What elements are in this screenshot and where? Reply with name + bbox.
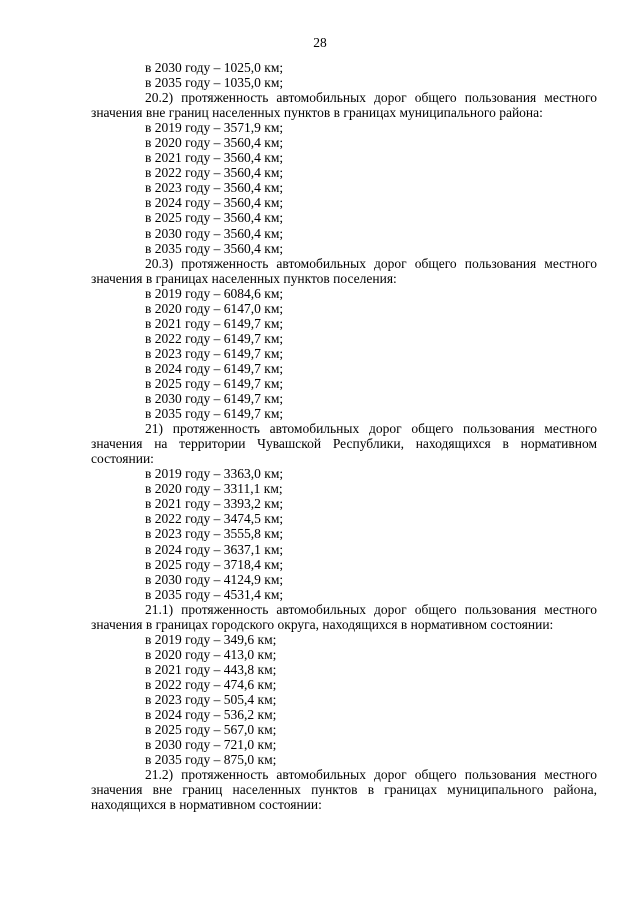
document-body bbox=[91, 60, 597, 812]
list-item: в 2030 году – 3560,4 км; bbox=[145, 225, 284, 241]
list-item: в 2030 году – 1025,0 км; bbox=[145, 60, 284, 75]
list-item: в 2019 году – 3363,0 км; bbox=[145, 466, 284, 482]
paragraph: 21.2) протяженность автомобильных дорог общего пользования местного значения вне границ населенных пунктов в границах муниципального района, находящихся в нормативном состоянии: bbox=[91, 767, 597, 813]
list-item: в 2020 году – 6147,0 км; bbox=[145, 300, 284, 316]
list-item: в 2024 году – 536,2 км; bbox=[145, 707, 277, 723]
list-item: в 2021 году – 3560,4 км; bbox=[145, 150, 284, 166]
list-item: в 2035 году – 4531,4 км; bbox=[145, 586, 284, 602]
paragraph: 20.2) протяженность автомобильных дорог общего пользования местного значения вне границ населенных пунктов в границах муниципального района: bbox=[91, 90, 597, 121]
list-item: в 2030 году – 4124,9 км; bbox=[145, 571, 284, 587]
list-item: в 2023 году – 3555,8 км; bbox=[145, 526, 284, 542]
list-item: в 2022 году – 474,6 км; bbox=[145, 676, 277, 692]
list-item: в 2023 году – 6149,7 км; bbox=[145, 345, 284, 361]
list-item: в 2025 году – 567,0 км; bbox=[145, 722, 277, 738]
list-item: в 2020 году – 3560,4 км; bbox=[145, 135, 284, 151]
list-item: в 2035 году – 1035,0 км; bbox=[145, 75, 284, 91]
list-item: в 2022 году – 6149,7 км; bbox=[145, 330, 284, 346]
list-item: в 2019 году – 3571,9 км; bbox=[145, 120, 284, 136]
list-item: в 2020 году – 413,0 км; bbox=[145, 646, 277, 662]
list-item: в 2021 году – 3393,2 км; bbox=[145, 496, 284, 512]
list-item: в 2024 году – 3560,4 км; bbox=[145, 195, 284, 211]
list-item: в 2024 году – 3637,1 км; bbox=[145, 541, 284, 557]
list-item: в 2030 году – 721,0 км; bbox=[145, 737, 277, 753]
list-item: в 2023 году – 3560,4 км; bbox=[145, 180, 284, 196]
list-item: в 2021 году – 6149,7 км; bbox=[145, 315, 284, 331]
list-item: в 2021 году – 443,8 км; bbox=[145, 661, 277, 677]
list-item: в 2025 году – 6149,7 км; bbox=[145, 375, 284, 391]
list-item: в 2035 году – 875,0 км; bbox=[145, 752, 277, 768]
list-item: в 2022 году – 3560,4 км; bbox=[145, 165, 284, 181]
list-item: в 2023 году – 505,4 км; bbox=[145, 691, 277, 707]
list-item: в 2020 году – 3311,1 км; bbox=[145, 481, 283, 497]
list-item: в 2024 году – 6149,7 км; bbox=[145, 360, 284, 376]
page-number: 28 bbox=[313, 35, 327, 50]
list-item: в 2035 году – 3560,4 км; bbox=[145, 240, 284, 256]
list-item: в 2025 году – 3560,4 км; bbox=[145, 210, 284, 226]
list-item: в 2019 году – 6084,6 км; bbox=[145, 285, 284, 301]
list-item: в 2022 году – 3474,5 км; bbox=[145, 511, 284, 527]
list-item: в 2025 году – 3718,4 км; bbox=[145, 556, 284, 572]
paragraph: 20.3) протяженность автомобильных дорог общего пользования местного значения в границах населенных пунктов поселения: bbox=[91, 255, 597, 286]
list-item: в 2035 году – 6149,7 км; bbox=[145, 406, 284, 422]
paragraph: 21.1) протяженность автомобильных дорог общего пользования местного значения в границах городского округа, находящихся в нормативном состоянии: bbox=[91, 601, 597, 632]
list-item: в 2030 году – 6149,7 км; bbox=[145, 391, 284, 407]
list-item: в 2019 году – 349,6 км; bbox=[145, 631, 277, 647]
paragraph: 21) протяженность автомобильных дорог общего пользования местного значения на территории Чувашской Республики, находящихся в нормативном состоянии: bbox=[91, 421, 597, 467]
